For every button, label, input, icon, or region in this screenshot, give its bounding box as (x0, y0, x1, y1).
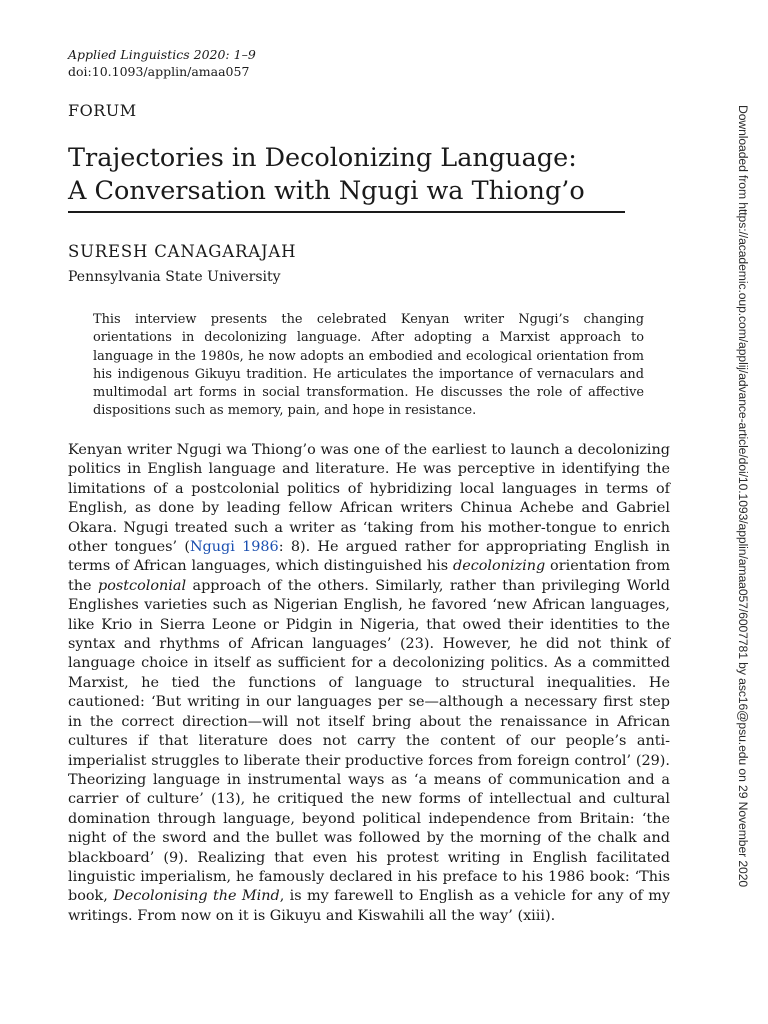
section-label: FORUM (68, 101, 137, 120)
title-rule (68, 211, 625, 213)
title-line-1: Trajectories in Decolonizing Language: (68, 143, 577, 173)
emphasis-decolonizing: decolonizing (452, 558, 546, 575)
body-paragraph (68, 441, 670, 926)
journal-citation: Applied Linguistics 2020: 1–9 (68, 47, 256, 62)
abstract: This interview presents the celebrated Kenyan writer Ngugi’s changing orientations in decolonizing language. After adopting a Marxist approach to language in the 1980s, he now adopts an embodied and ecological orientation from his indigenous Gikuyu tradition. He articulates the importance of vernaculars and multimodal art forms in social transformation. He discusses the role of affective dispositions such as memory, pain, and hope in resistance. (93, 312, 644, 419)
body-text-5: , is my farewell to English as a vehicle for any of my writings. From now on it is Gikuyu and Kiswahili all the way’ (xiii). (68, 888, 670, 924)
emphasis-book-title: Decolonising the Mind (113, 888, 280, 905)
body-text-4: approach of the others. Similarly, rather than privileging World Englishes varieties such as Nigerian English, he favored ‘new African languages, like Krio in Sierra Leone or Pidgin in Nigeria, that owed their identities to the syntax and rhythms of African languages’ (23). However, he did not think of language choice in itself as sufficient for a decolonizing politics. As a committed Marxist, he tied the functions of language to structural inequalities. He cautioned: ‘But writing in our languages per se—although a necessary first step in the correct direction—will not itself bring about the renaissance in African cultures if that literature does not carry the content of our people’s anti-imperialist struggles to liberate their productive forces from foreign control’ (29). Theorizing language in instrumental ways as ‘a means of communication and a carrier of culture’ (13), he critiqued the new forms of intellectual and cultural domination through language, beyond political independence from Britain: ‘the night of the sword and the bullet was followed by the morning of the chalk and blackboard’ (9). Realizing that even his protest writing in English facilitated linguistic imperialism, he famously declared in his preface to his 1986 book: ‘This book, (68, 577, 670, 905)
title-line-2: A Conversation with Ngugi wa Thiong’o (68, 176, 585, 206)
doi-text: doi:10.1093/applin/amaa057 (68, 64, 250, 79)
body-text-2: : 8). He argued rather for appropriating English in terms of African languages, which distinguished his (68, 539, 670, 575)
citation-link[interactable]: Ngugi 1986 (189, 539, 279, 556)
journal-meta (68, 46, 256, 80)
article-title (68, 142, 628, 208)
author-affiliation: Pennsylvania State University (68, 269, 281, 285)
download-watermark: Downloaded from https://academic.oup.com/applij/advance-article/doi/10.1093/applin/amaa057/6007781 by asc16@psu.edu on 29 November 2020 (736, 105, 750, 888)
author-name: SURESH CANAGARAJAH (68, 242, 297, 261)
body-text-3: orientation from the (68, 558, 670, 594)
emphasis-postcolonial: postcolonial (98, 577, 187, 594)
body-text-1: Kenyan writer Ngugi wa Thiong’o was one of the earliest to launch a decolonizing politics in English language and literature. He was perceptive in identifying the limitations of a postcolonial politics of hybridizing local languages in terms of English, as done by leading fellow African writers Chinua Achebe and Gabriel Okara. Ngugi treated such a writer as ‘taking from his mother-tongue to enrich other tongues’ ( (68, 442, 670, 556)
